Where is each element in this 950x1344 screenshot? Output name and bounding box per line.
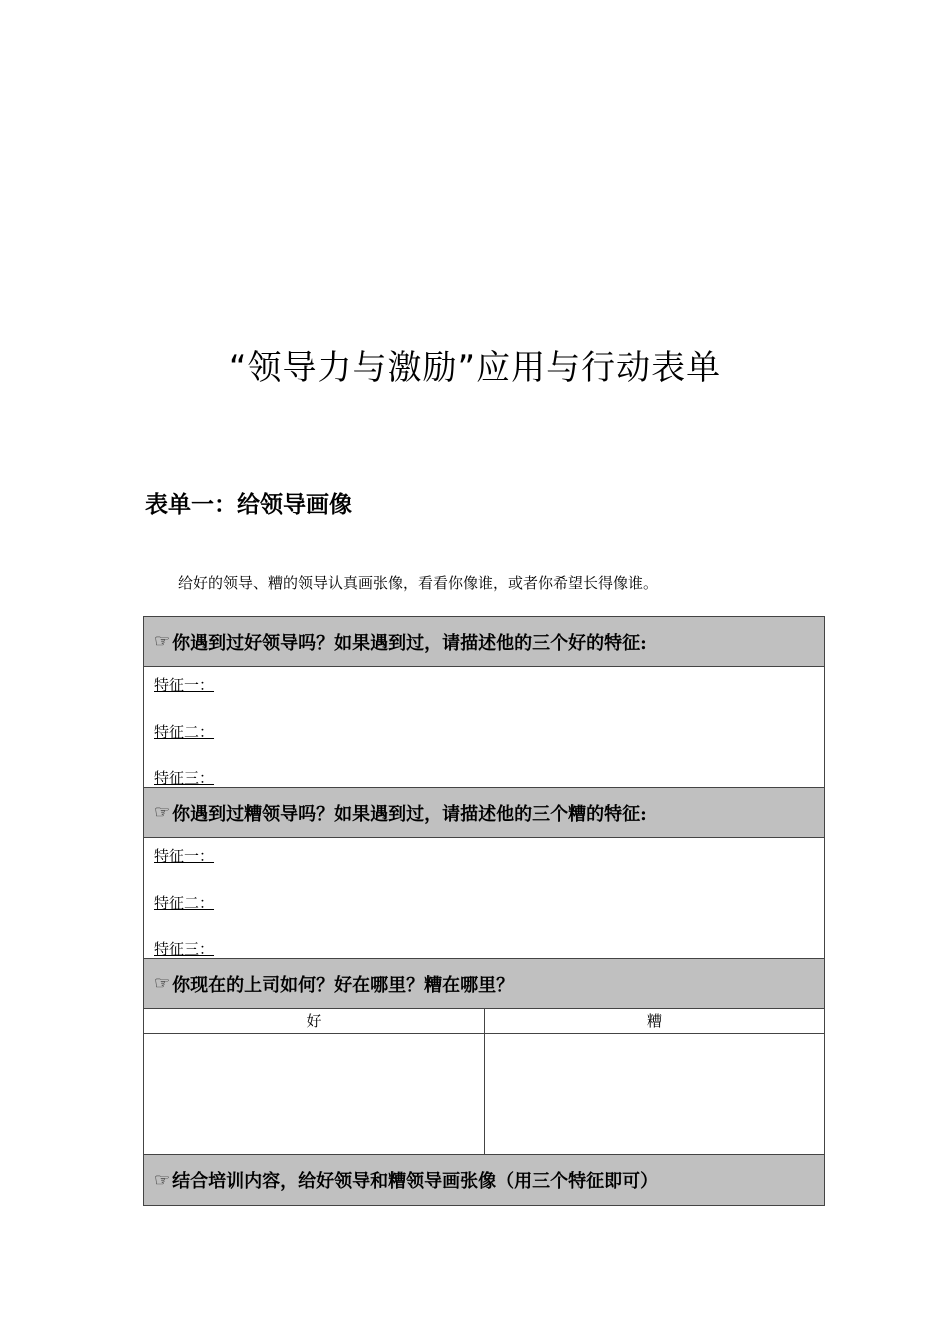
question-draw-portrait	[144, 1155, 824, 1205]
good-column	[144, 1009, 484, 1154]
hand-pointing-icon: ☞	[154, 631, 171, 652]
feature-one-label[interactable]: 特征一：	[154, 676, 215, 694]
feature-three-label[interactable]: 特征三：	[154, 769, 215, 787]
hand-pointing-icon: ☞	[154, 1169, 171, 1191]
good-leader-features[interactable]	[144, 667, 824, 788]
hand-pointing-icon: ☞	[154, 802, 171, 823]
feature-two-label[interactable]: 特征二：	[154, 723, 215, 741]
section-intro: 给好的领导、糟的领导认真画张像，看看你像谁，或者你希望长得像谁。	[178, 574, 659, 592]
good-column-answer-area[interactable]	[144, 1034, 484, 1154]
question-good-leader	[144, 617, 824, 667]
question-bad-leader	[144, 788, 824, 838]
question-current-boss	[144, 959, 824, 1009]
leader-portrait-form	[143, 616, 825, 1206]
bad-column-answer-area[interactable]	[485, 1034, 824, 1154]
document-title: “领导力与激励”应用与行动表单	[228, 348, 722, 388]
section-heading: 表单一：给领导画像	[145, 492, 352, 518]
good-column-header: 好	[144, 1009, 484, 1034]
good-bad-columns	[144, 1009, 824, 1155]
question-text: 你遇到过糟领导吗？如果遇到过，请描述他的三个糟的特征:	[172, 803, 647, 825]
question-text: 你遇到过好领导吗？如果遇到过，请描述他的三个好的特征:	[172, 632, 647, 654]
bad-leader-features[interactable]	[144, 838, 824, 959]
question-text: 你现在的上司如何？好在哪里？糟在哪里？	[172, 974, 515, 996]
feature-three-label[interactable]: 特征三：	[154, 940, 215, 958]
feature-two-label[interactable]: 特征二：	[154, 894, 215, 912]
question-text: 结合培训内容，给好领导和糟领导画张像（用三个特征即可）	[172, 1171, 659, 1192]
bad-column-header: 糟	[485, 1009, 824, 1034]
hand-pointing-icon: ☞	[154, 973, 171, 994]
bad-column	[484, 1009, 824, 1154]
feature-one-label[interactable]: 特征一：	[154, 847, 215, 865]
